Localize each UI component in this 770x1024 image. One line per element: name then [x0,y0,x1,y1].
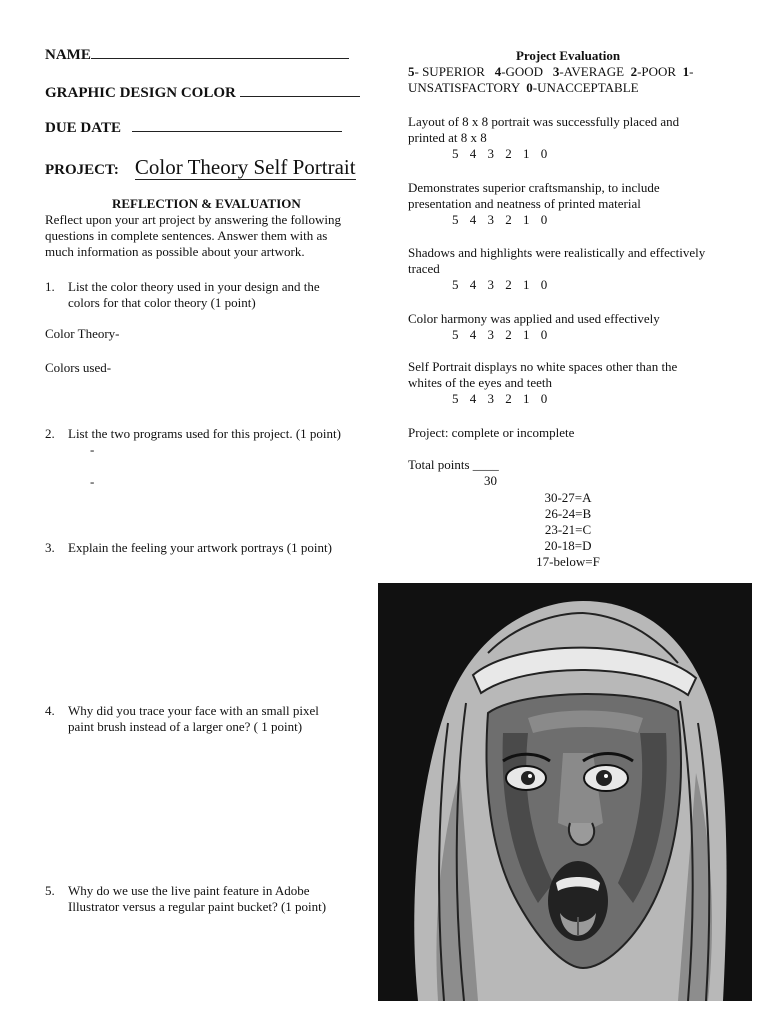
reflection-intro [45,212,375,260]
project-title: Color Theory Self Portrait [134,155,356,179]
question-line: colors for that color theory (1 point) [68,295,256,310]
criterion-scores[interactable]: 5 4 3 2 1 0 [452,212,549,227]
scale-label: UNSATISFACTORY [408,80,527,95]
grade-line: 26-24=B [544,506,592,521]
project-status[interactable]: Project: complete or incomplete [408,425,575,440]
question-1 [45,279,375,313]
question-line: Illustrator versus a regular paint bucket? (1 point) [68,899,327,914]
class-blank[interactable] [240,96,360,97]
question-number: 2. [45,426,55,441]
program-answer-2[interactable]: - [90,474,95,489]
name-field[interactable] [45,46,349,64]
name-blank[interactable] [91,58,349,59]
due-date-blank[interactable] [132,131,342,132]
criterion-5 [408,359,748,407]
class-field[interactable] [45,84,360,102]
criterion-4 [408,311,748,343]
criterion-scores[interactable]: 5 4 3 2 1 0 [452,327,549,342]
criterion-2 [408,180,748,228]
self-portrait-illustration-icon [378,583,752,1001]
scale-label: -GOOD [501,64,550,79]
scale-number: 4 [494,64,502,79]
criterion-3 [408,245,748,293]
grade-scale [498,490,638,570]
total-points[interactable]: Total points ____ [408,457,499,472]
criterion-1 [408,114,748,162]
criterion-line: Shadows and highlights were realistically and effectively [408,245,706,260]
scale-label: - [689,64,694,79]
criterion-line: Color harmony was applied and used effectively [408,311,660,326]
scale-number: 0 [526,80,533,95]
question-line: Why did you trace your face with an small pixel [68,703,319,718]
scale-number: 3 [552,64,560,79]
scale-label: -POOR [637,64,680,79]
question-line: List the color theory used in your design and the [68,279,320,294]
criterion-line: Self Portrait displays no white spaces other than the [408,359,678,374]
project-line [45,155,356,179]
due-date-label: DUE DATE [45,120,121,136]
grade-line: 17-below=F [536,554,600,569]
colors-used-answer[interactable]: Colors used- [45,360,112,375]
question-line: paint brush instead of a larger one? ( 1 point) [68,719,303,734]
criterion-line: Demonstrates superior craftsmanship, to include [408,180,660,195]
scale-label: -UNACCEPTABLE [532,80,639,95]
grade-line: 30-27=A [544,490,592,505]
question-number: 1. [45,279,55,294]
reflection-heading: REFLECTION & EVALUATION [112,196,301,211]
scale-label: - SUPERIOR [414,64,492,79]
scale-number: 5 [408,64,415,79]
due-date-field[interactable] [45,119,342,137]
intro-line: much information as possible about your artwork. [45,244,305,259]
scale-number: 1 [682,64,690,79]
criterion-line: traced [408,261,440,276]
criterion-line: Layout of 8 x 8 portrait was successfully placed and [408,114,680,129]
grade-line: 23-21=C [544,522,592,537]
intro-line: questions in complete sentences. Answer them with as [45,228,328,243]
criterion-line: presentation and neatness of printed material [408,196,641,211]
criterion-scores[interactable]: 5 4 3 2 1 0 [452,391,549,406]
question-line: Explain the feeling your artwork portrays (1 point) [68,540,332,555]
program-answer-1[interactable]: - [90,442,95,457]
criterion-scores[interactable]: 5 4 3 2 1 0 [452,277,549,292]
criterion-line: whites of the eyes and teeth [408,375,553,390]
project-label: PROJECT: [45,162,119,178]
question-number: 4. [45,703,55,718]
question-number: 5. [45,883,55,898]
question-number: 3. [45,540,55,555]
question-line: List the two programs used for this project. (1 point) [68,426,341,441]
intro-line: Reflect upon your art project by answering the following [45,212,342,227]
scale-number: 2 [630,64,638,79]
evaluation-title: Project Evaluation [515,48,621,63]
question-line: Why do we use the live paint feature in Adobe [68,883,310,898]
class-label: GRAPHIC DESIGN COLOR [45,85,236,101]
criterion-line: printed at 8 x 8 [408,130,487,145]
color-theory-answer[interactable]: Color Theory- [45,326,120,341]
grade-line: 20-18=D [544,538,592,553]
criterion-scores[interactable]: 5 4 3 2 1 0 [452,146,549,161]
name-label: NAME [45,47,91,63]
rating-scale [408,64,738,96]
total-max: 30 [484,473,497,488]
scale-label: -AVERAGE [559,64,628,79]
